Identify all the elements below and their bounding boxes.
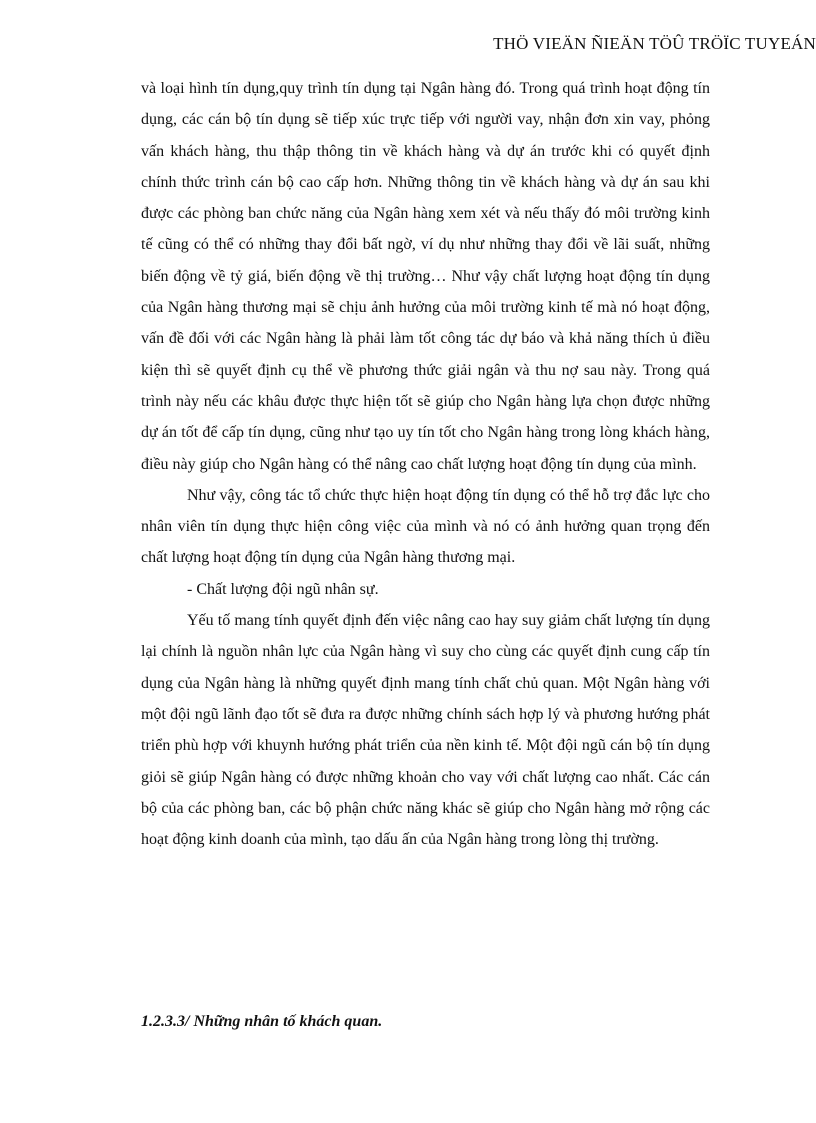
paragraph-organization-summary: Như vậy, công tác tổ chức thực hiện hoạt động tín dụng có thể hỗ trợ đắc lực cho nhân viên tín dụng thực hiện công việc của mình và nó có ảnh hưởng quan trọng đến chất lượng hoạt động tín dụng của Ngân hàng thương mại. bbox=[141, 486, 710, 567]
section-heading: 1.2.3.3/ Những nhân tố khách quan. bbox=[141, 1013, 383, 1030]
document-body bbox=[141, 73, 710, 855]
paragraph-staff-quality-label: - Chất lượng đội ngũ nhân sự. bbox=[187, 580, 379, 598]
paragraph-credit-process: và loại hình tín dụng,quy trình tín dụng tại Ngân hàng đó. Trong quá trình hoạt động tín dụng, các cán bộ tín dụng sẽ tiếp xúc trực tiếp với người vay, nhận đơn xin vay, phỏng vấn khách hàng, thu thập thông tin về khách hàng và dự án trước khi có quyết định chính thức trình cán bộ cao cấp hơn. Những thông tin về khách hàng và dự án sau khi được các phòng ban chức năng của Ngân hàng xem xét và nếu thấy đó môi trường kinh tế cũng có thể có những thay đổi bất ngờ, ví dụ như những thay đổi về lãi suất, những biến động về tỷ giá, biến động về thị trường… Như vậy chất lượng hoạt động tín dụng của Ngân hàng thương mại sẽ chịu ảnh hưởng của môi trường kinh tế mà nó hoạt động, vấn đề đối với các Ngân hàng là phải làm tốt công tác dự báo và khả năng thích ủ điều kiện thì sẽ quyết định cụ thể về phương thức giải ngân và thu nợ sau này. Trong quá trình này nếu các khâu được thực hiện tốt sẽ giúp cho Ngân hàng lựa chọn được những dự án tốt để cấp tín dụng, cũng như tạo uy tín tốt cho Ngân hàng trong lòng khách hàng, điều này giúp cho Ngân hàng có thể nâng cao chất lượng hoạt động tín dụng của mình. bbox=[141, 80, 710, 473]
page-header: THÖ VIEÄN ÑIEÄN TÖÛ TRÖÏC TUYEÁN bbox=[493, 34, 816, 53]
paragraph-human-resources: Yếu tố mang tính quyết định đến việc nâng cao hay suy giảm chất lượng tín dụng lại chính là nguồn nhân lực của Ngân hàng vì suy cho cùng các quyết định cung cấp tín dụng của Ngân hàng là những quyết định mang tính chất chủ quan. Một Ngân hàng với một đội ngũ lãnh đạo tốt sẽ đưa ra được những chính sách hợp lý và phương hướng phát triển phù hợp với khuynh hướng phát triển của nền kinh tế. Một đội ngũ cán bộ tín dụng giỏi sẽ giúp Ngân hàng có được những khoản cho vay với chất lượng cao nhất. Các cán bộ của các phòng ban, các bộ phận chức năng khác sẽ giúp cho Ngân hàng mở rộng các hoạt động kinh doanh của mình, tạo dấu ấn của Ngân hàng trong lòng thị trường. bbox=[141, 612, 710, 849]
